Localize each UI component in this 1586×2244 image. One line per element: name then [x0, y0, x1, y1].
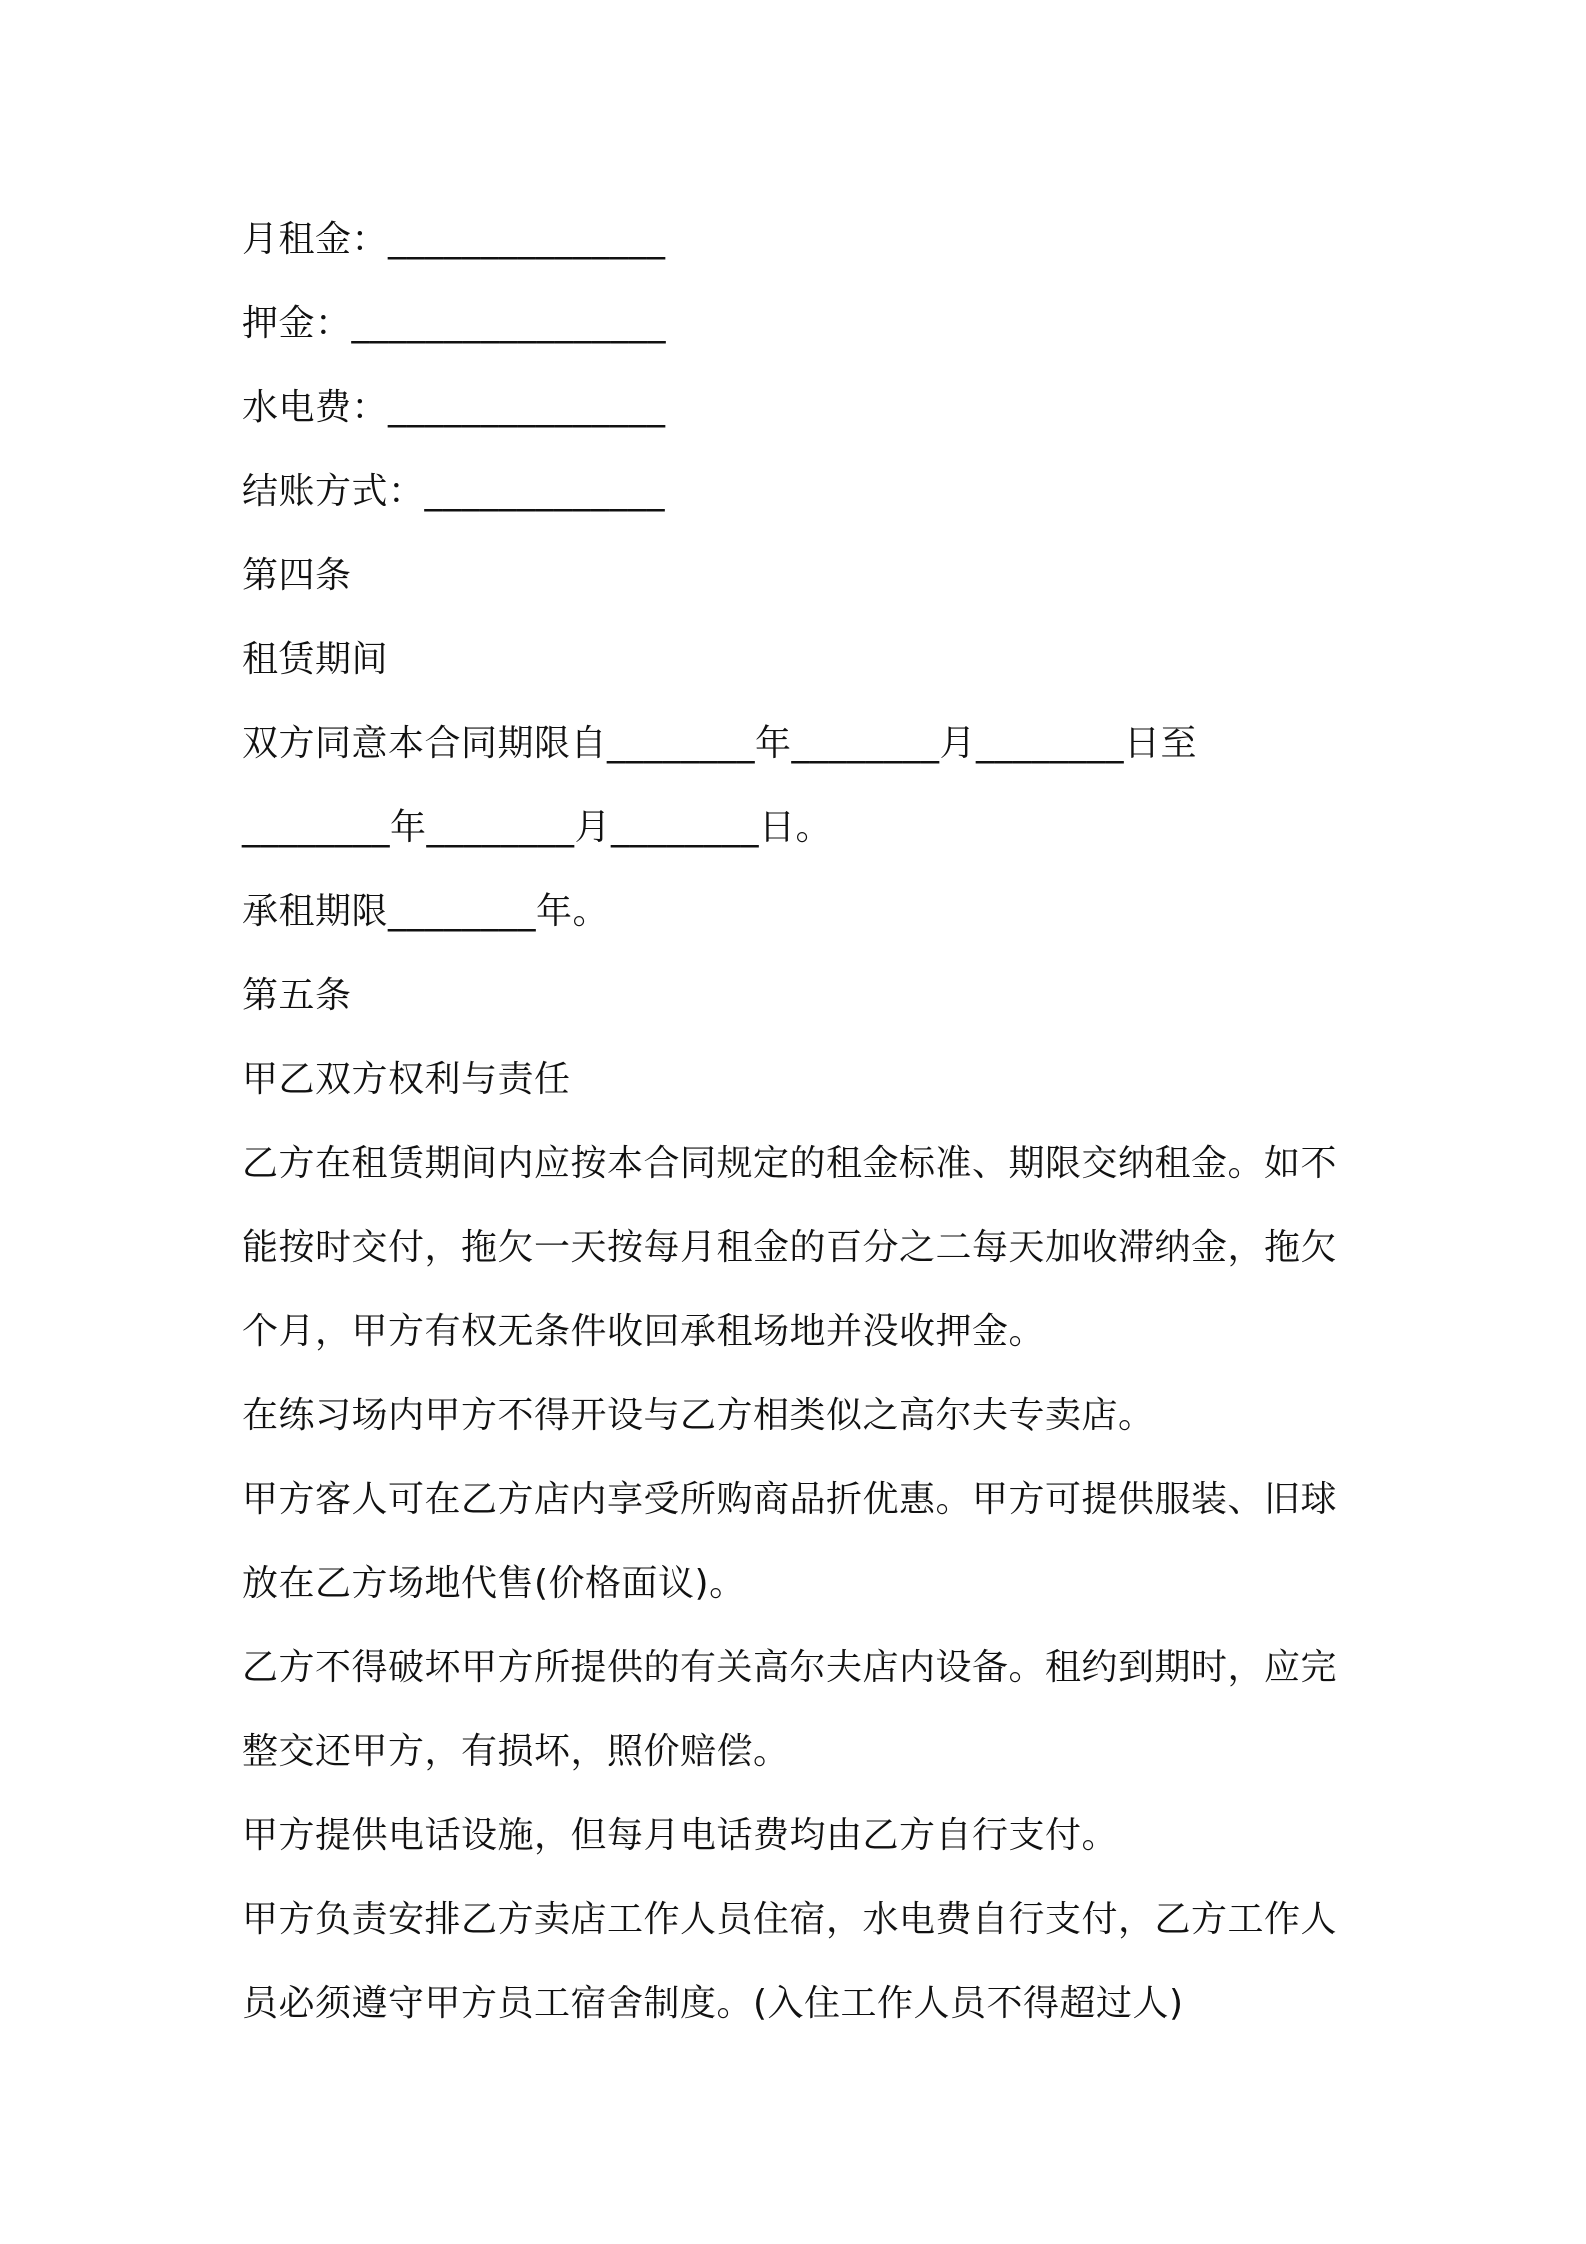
clause-equipment-line-1: 乙方不得破坏甲方所提供的有关高尔夫店内设备。租约到期时，应完	[242, 1647, 1338, 1688]
clause-equipment-line-2: 整交还甲方，有损坏，照价赔偿。	[242, 1731, 790, 1772]
lease-term-line-2: ________年________月________日。	[242, 807, 832, 848]
clause-rent-payment-line-2: 能按时交付，拖欠一天按每月租金的百分之二每天加收滞纳金，拖欠	[242, 1227, 1338, 1268]
article-4-heading: 第四条	[242, 555, 352, 596]
clause-guest-discount-line-1: 甲方客人可在乙方店内享受所购商品折优惠。甲方可提供服装、旧球	[242, 1479, 1338, 1520]
lease-term-line-1: 双方同意本合同期限自________年________月________日至	[242, 723, 1198, 764]
clause-accommodation-line-2: 员必须遵守甲方员工宿舍制度。(入住工作人员不得超过人)	[242, 1983, 1184, 2024]
clause-accommodation-line-1: 甲方负责安排乙方卖店工作人员住宿，水电费自行支付，乙方工作人	[242, 1899, 1338, 1940]
clause-guest-discount-line-2: 放在乙方场地代售(价格面议)。	[242, 1563, 746, 1604]
field-deposit: 押金：_________________	[242, 303, 667, 344]
lease-duration: 承租期限________年。	[242, 891, 610, 932]
article-5-heading: 第五条	[242, 975, 352, 1016]
article-4-title: 租赁期间	[242, 639, 389, 680]
clause-rent-payment-line-3: 个月，甲方有权无条件收回承租场地并没收押金。	[242, 1311, 1046, 1352]
field-monthly-rent: 月租金：_______________	[242, 219, 666, 260]
field-utilities: 水电费：_______________	[242, 387, 666, 428]
clause-rent-payment-line-1: 乙方在租赁期间内应按本合同规定的租金标准、期限交纳租金。如不	[242, 1143, 1338, 1184]
document-page	[242, 198, 1362, 2046]
clause-telephone: 甲方提供电话设施，但每月电话费均由乙方自行支付。	[242, 1815, 1119, 1856]
field-payment-method: 结账方式：_____________	[242, 471, 666, 512]
clause-no-competing-store: 在练习场内甲方不得开设与乙方相类似之高尔夫专卖店。	[242, 1395, 1155, 1436]
article-5-title: 甲乙双方权利与责任	[242, 1059, 571, 1100]
